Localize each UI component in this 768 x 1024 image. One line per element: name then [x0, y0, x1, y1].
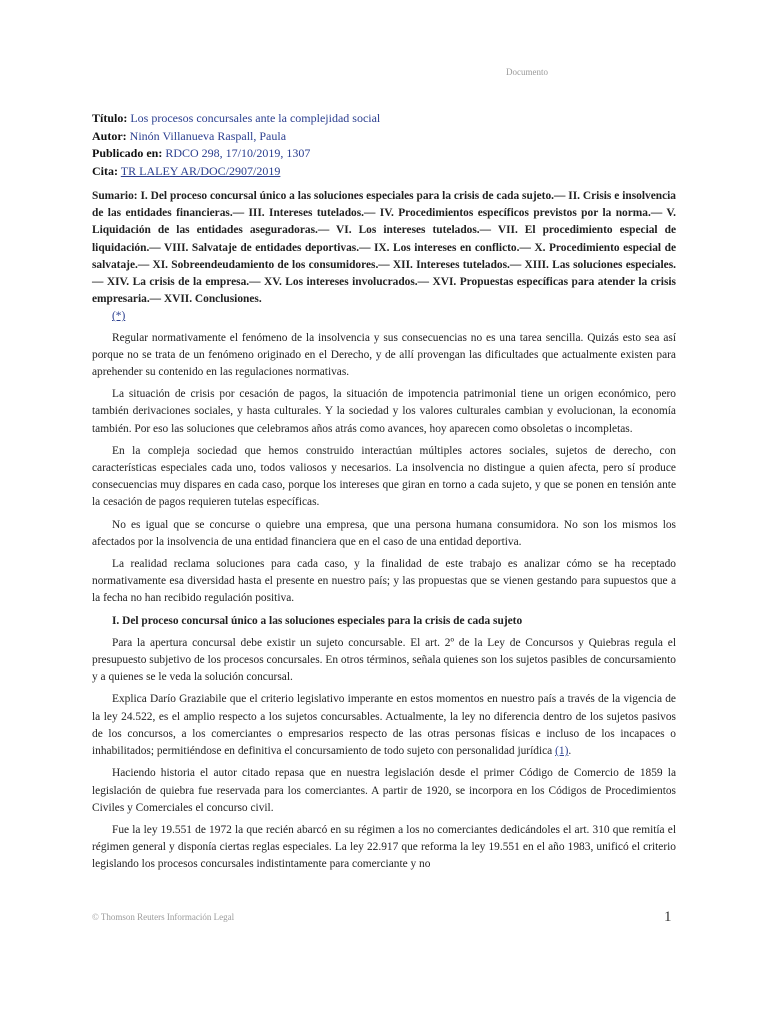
- paragraph: Para la apertura concursal debe existir un sujeto concursable. El art. 2º de la Ley de Concursos y Quiebras regula el presupuesto subjetivo de los procesos concursales. En otros términos, señala quienes son los sujetos pasibles de concursamiento y a quienes se le veda la solución concursal.: [92, 636, 676, 684]
- paragraph-text: Explica Darío Graziabile que el criterio legislativo imperante en estos momentos en nuestro país a través de la vigencia de la ley 24.522, es el amplio respecto a los sujetos concursables. Actualmente, la ley no diferencia dentro de los sujetos pasivos de los concursos, a los comerciantes o empresarios respecto de las otras personas físicas e incluso de los incapaces o inhabilitados; permitiéndose en definitiva el concursamiento de todo sujeto con personalidad jurídica: [92, 693, 676, 758]
- paragraph: En la compleja sociedad que hemos construido interactúan múltiples actores sociales, sujetos de derecho, con características especiales cada uno, todos valiosos y necesarios. La insolvencia no distingue a quien afecta, pero sí produce consecuencias muy dispares en cada caso, porque los intereses que giran en torno a cada sujeto, y que se ponen en tensión ante la cesación de pagos requieren tutelas específicas.: [92, 444, 676, 509]
- title-value: Los procesos concursales ante la complejidad social: [130, 111, 381, 125]
- author-value: Ninón Villanueva Raspall, Paula: [129, 128, 287, 143]
- paragraph: [92, 691, 676, 760]
- title-row: [92, 110, 676, 128]
- published-row: [92, 145, 676, 163]
- published-label: Publicado en:: [92, 146, 163, 160]
- author-row: [92, 128, 676, 146]
- paragraph: Haciendo historia el autor citado repasa que en nuestra legislación desde el primer Código de Comercio de 1859 la legislación de quiebra fue reservada para los comerciantes. A partir de 1920, se incorpora en los Códigos de Procedimientos Civiles y Comerciales el concurso civil.: [92, 767, 676, 814]
- author-label: Autor:: [92, 128, 127, 143]
- document-metadata: [92, 110, 676, 180]
- cite-row: [92, 163, 676, 181]
- paragraph: Regular normativamente el fenómeno de la insolvencia y sus consecuencias no es una tarea sencilla. Quizás esto sea así porque no se trata de un fenómeno originado en el Derecho, y de allí provengan las dificultades que actualmente existen para aprehender su contenido en las regulaciones normativas.: [92, 331, 676, 379]
- paragraph: La situación de crisis por cesación de pagos, la situación de impotencia patrimonial tiene un origen económico, pero también derivaciones sociales, y hasta culturales. Y la sociedad y los valores culturales cambian y evolucionan, la economía también. Por eso las soluciones que celebramos años atrás como avances, hoy aparecen como obsoletas o incompletas.: [92, 388, 676, 435]
- paragraph: Fue la ley 19.551 de 1972 la que recién abarcó en su régimen a los no comerciantes dedicándoles el art. 310 que remitía el régimen general y disponía ciertas reglas especiales. La ley 22.917 que reforma la ley 19.551 en el año 1983, unificó el criterio legislando los procesos concursales indistintamente para comerciante y no: [92, 823, 676, 871]
- cite-link[interactable]: TR LALEY AR/DOC/2907/2019: [120, 163, 281, 178]
- paragraph: No es igual que se concurse o quiebre una empresa, que una persona humana consumidora. No son los mismos los afectados por la insolvencia de una entidad financiera que en el caso de una entidad deportiva.: [92, 518, 676, 548]
- footnote-link[interactable]: (1): [555, 745, 569, 758]
- page-header: [0, 67, 768, 77]
- cite-label: Cita:: [92, 163, 118, 178]
- footer-copyright: © Thomson Reuters Información Legal: [92, 912, 235, 922]
- document-body: [92, 188, 676, 879]
- summary: Sumario: I. Del proceso concursal único a las soluciones especiales para la crisis de cada sujeto.— II. Crisis e insolvencia de las entidades financieras.— III. Intereses tutelados.— IV. Procedimientos específicos previstos por la norma.— V. Liquidación de las entidades aseguradoras.— VI. Los intereses tutelados.— VII. El procedimiento especial de liquidación.— VIII. Salvataje de entidades deportivas.— IX. Los intereses en conflicto.— X. Procedimiento especial de salvataje.— XI. Sobreendeudamiento de los consumidores.— XII. Intereses tutelados.— XIII. Las soluciones especiales.— XIV. La crisis de la empresa.— XV. Los intereses involucrados.— XVI. Propuestas específicas para atender la crisis empresaria.— XVII. Conclusiones.: [92, 190, 676, 306]
- paragraph-end: .: [568, 745, 572, 758]
- page-number: 1: [664, 909, 672, 925]
- section-heading: I. Del proceso concursal único a las soluciones especiales para la crisis de cada sujeto: [112, 614, 523, 627]
- title-label: Título:: [92, 111, 128, 125]
- note-link[interactable]: (*): [112, 310, 126, 323]
- header-label: Documento: [506, 67, 548, 77]
- paragraph: La realidad reclama soluciones para cada caso, y la finalidad de este trabajo es analizar cómo se ha receptado normativamente esa diversidad hasta el presente en nuestro país; y las propuestas que se vienen gestando para supuestos que a la fecha no han recibido regulación positiva.: [92, 558, 676, 605]
- published-value: RDCO 298, 17/10/2019, 1307: [165, 146, 311, 160]
